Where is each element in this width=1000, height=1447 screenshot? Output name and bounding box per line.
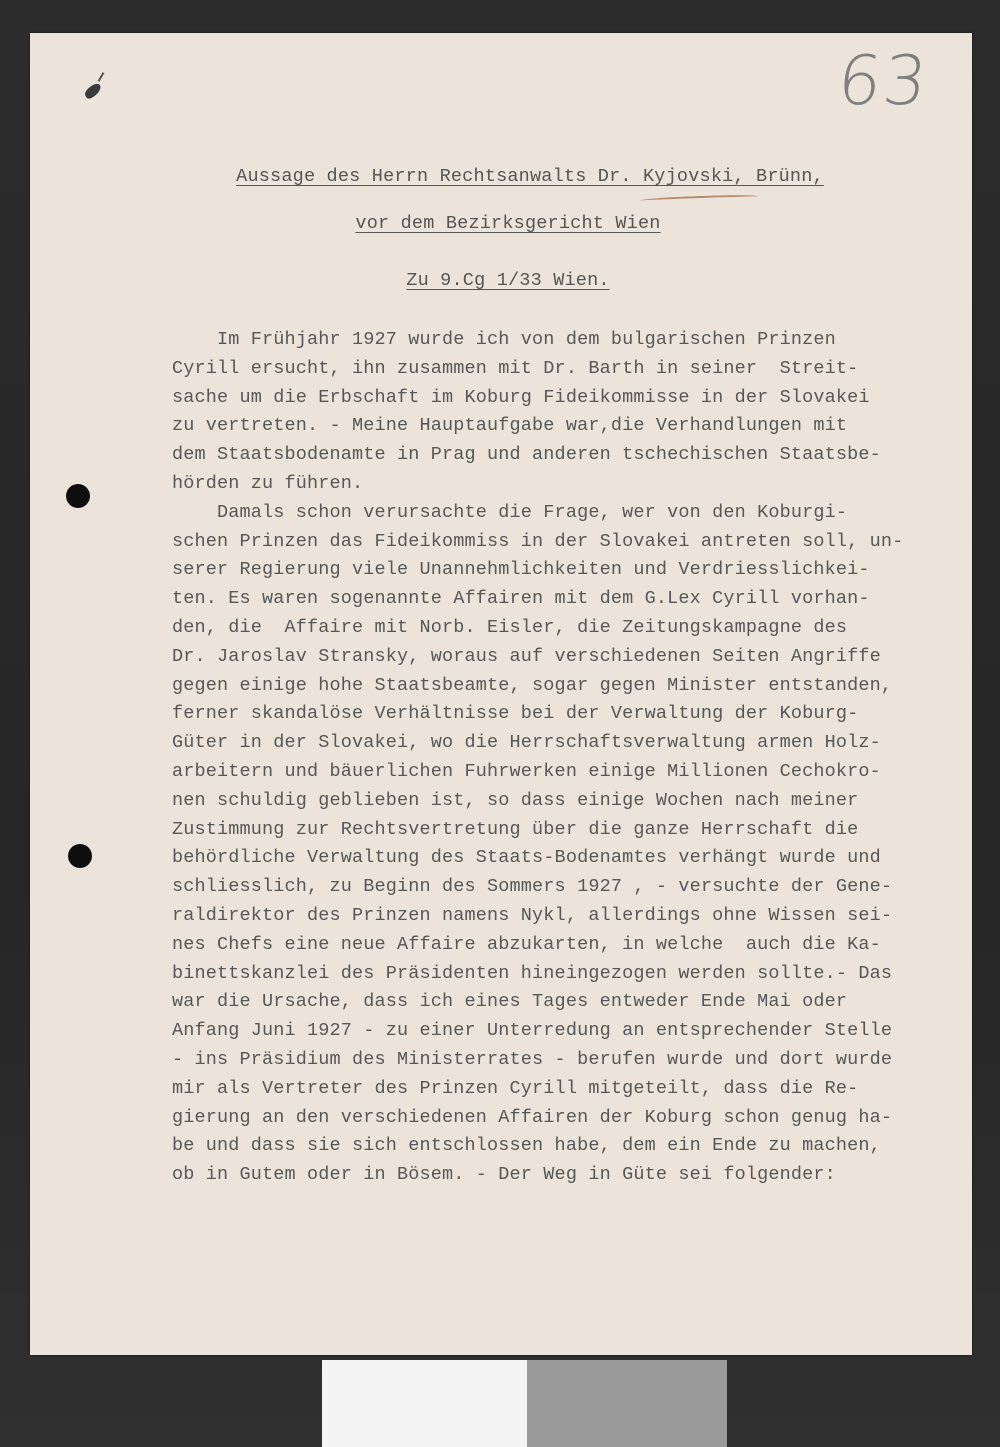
calibration-card-white <box>322 1360 527 1447</box>
body-line: dem Staatsbodenamte in Prag und anderen tschechischen Staatsbe- <box>172 444 881 466</box>
body-line: Güter in der Slovakei, wo die Herrschaftsverwaltung armen Holz- <box>172 732 881 754</box>
body-line: schen Prinzen das Fideikommiss in der Slovakei antreten soll, un- <box>172 530 904 552</box>
body-line: sache um die Erbschaft im Koburg Fideikommisse in der Slovakei <box>172 386 870 408</box>
body-line: Anfang Juni 1927 - zu einer Unterredung an entsprechender Stelle <box>172 1020 893 1042</box>
body-line: nes Chefs eine neue Affaire abzukarten, in welche auch die Ka- <box>172 933 881 955</box>
body-line: ferner skandalöse Verhältnisse bei der Verwaltung der Koburg- <box>172 703 859 725</box>
body-line: be und dass sie sich entschlossen habe, dem ein Ende zu machen, <box>172 1135 881 1157</box>
body-line: Zustimmung zur Rechtsvertretung über die ganze Herrschaft die <box>172 818 859 840</box>
body-line: raldirektor des Prinzen namens Nykl, allerdings ohne Wissen sei- <box>172 904 893 926</box>
body-line: serer Regierung viele Unannehmlichkeiten und Verdriesslichkei- <box>172 559 870 581</box>
punch-hole-lower <box>68 844 92 868</box>
heading-line-1-text: Aussage des Herrn Rechtsanwalts Dr. Kyjovski, Brünn, <box>236 166 824 187</box>
body-line: Im Frühjahr 1927 wurde ich von dem bulgarischen Prinzen <box>172 329 836 350</box>
body-line: binettskanzlei des Präsidenten hineingezogen werden sollte.- Das <box>172 962 893 984</box>
body-line: war die Ursache, dass ich eines Tages entweder Ende Mai oder <box>172 991 848 1013</box>
body-line: ob in Gutem oder in Bösem. - Der Weg in Güte sei folgender: <box>172 1164 836 1186</box>
heading-line-3-text: Zu 9.Cg 1/33 Wien. <box>406 270 610 291</box>
body-line: den, die Affaire mit Norb. Eisler, die Zeitungskampagne des <box>172 616 848 638</box>
body-line: hörden zu führen. <box>172 472 364 494</box>
body-line: schliesslich, zu Beginn des Sommers 1927 , - versuchte der Gene- <box>172 876 893 898</box>
punch-hole-upper <box>66 484 90 508</box>
heading-line-1 <box>30 166 1000 187</box>
body-line: Damals schon verursachte die Frage, wer von den Koburgi- <box>172 501 848 523</box>
body-line: mir als Vertreter des Prinzen Cyrill mitgeteilt, dass die Re- <box>172 1077 859 1099</box>
body-line: nen schuldig geblieben ist, so dass einige Wochen nach meiner <box>172 789 859 811</box>
body-line: gierung an den verschiedenen Affairen der Koburg schon genug ha- <box>172 1106 893 1128</box>
calibration-card-grey <box>527 1360 727 1447</box>
body-line: zu vertreten. - Meine Hauptaufgabe war,die Verhandlungen mit <box>172 415 848 437</box>
body-line: gegen einige hohe Staatsbeamte, sogar gegen Minister entstanden, <box>172 674 893 696</box>
heading-line-2-text: vor dem Bezirksgericht Wien <box>355 213 661 234</box>
body-line: behördliche Verwaltung des Staats-Bodenamtes verhängt wurde und <box>172 847 881 869</box>
body-line: - ins Präsidium des Ministerrates - berufen wurde und dort wurde <box>172 1048 893 1070</box>
folio-number: 63 <box>833 42 933 121</box>
heading-line-2 <box>8 213 1000 234</box>
body-line: ten. Es waren sogenannte Affairen mit dem G.Lex Cyrill vorhan- <box>172 588 870 610</box>
body-line: Dr. Jaroslav Stransky, woraus auf verschiedenen Seiten Angriffe <box>172 645 881 667</box>
body-line: arbeitern und bäuerlichen Fuhrwerken einige Millionen Cechokro- <box>172 760 881 782</box>
body-line: Cyrill ersucht, ihn zusammen mit Dr. Barth in seiner Streit- <box>172 357 859 379</box>
heading-line-3 <box>8 270 1000 291</box>
body-text <box>172 326 903 1190</box>
